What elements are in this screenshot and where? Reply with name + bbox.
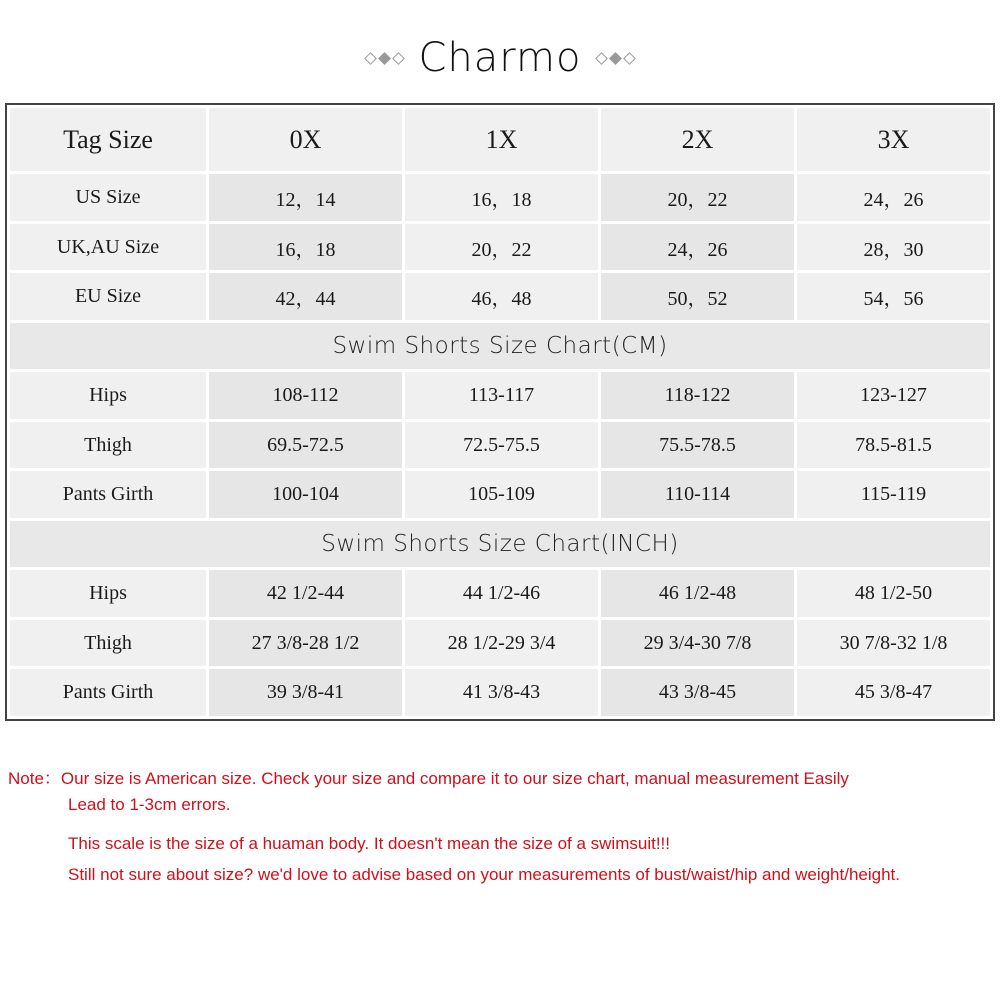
table-cell: 24，26: [601, 224, 794, 271]
note-line-4: Still not sure about size? we'd love to advise based on your measurements of bust/waist/hip and weight/height.: [68, 865, 901, 884]
section-header-row: [10, 323, 990, 370]
brand-logo: Charmo: [418, 35, 582, 81]
table-cell: 20，22: [405, 224, 598, 271]
table-cell: 46 1/2-48: [601, 570, 794, 617]
table-cell: 12，14: [209, 174, 402, 221]
table-cell: 69.5-72.5: [209, 422, 402, 469]
table-cell: 75.5-78.5: [601, 422, 794, 469]
table-cell: 45 3/8-47: [797, 669, 990, 716]
table-cell: 50，52: [601, 273, 794, 320]
table-row: [10, 669, 990, 716]
row-label: Thigh: [10, 620, 206, 667]
diamond-ornament-right-icon: [595, 54, 636, 63]
table-cell: 48 1/2-50: [797, 570, 990, 617]
section-title: Swim Shorts Size Chart(INCH): [10, 521, 990, 568]
table-cell: 118-122: [601, 372, 794, 419]
table-cell: 123-127: [797, 372, 990, 419]
header-size-0x: 0X: [209, 108, 402, 171]
header-row: [10, 108, 990, 171]
table-cell: 28 1/2-29 3/4: [405, 620, 598, 667]
section-header-row: [10, 521, 990, 568]
header-size-2x: 2X: [601, 108, 794, 171]
note-line-3: This scale is the size of a huaman body. It doesn't mean the size of a swimsuit!!!: [68, 834, 670, 853]
table-cell: 43 3/8-45: [601, 669, 794, 716]
note-line-1: Note：Our size is American size. Check your size and compare it to our size chart, manual measurement Easily: [8, 769, 849, 788]
table-cell: 28，30: [797, 224, 990, 271]
table-cell: 110-114: [601, 471, 794, 518]
diamond-ornament-left-icon: [364, 54, 405, 63]
size-table: [7, 105, 993, 719]
table-cell: 108-112: [209, 372, 402, 419]
table-row: [10, 372, 990, 419]
table-cell: 42，44: [209, 273, 402, 320]
table-cell: 24，26: [797, 174, 990, 221]
table-cell: 44 1/2-46: [405, 570, 598, 617]
row-label: Thigh: [10, 422, 206, 469]
table-cell: 54，56: [797, 273, 990, 320]
table-cell: 41 3/8-43: [405, 669, 598, 716]
header-tag-size: Tag Size: [10, 108, 206, 171]
table-cell: 29 3/4-30 7/8: [601, 620, 794, 667]
header-size-1x: 1X: [405, 108, 598, 171]
table-row: [10, 224, 990, 271]
row-label: Pants Girth: [10, 669, 206, 716]
row-label: Hips: [10, 372, 206, 419]
note-line-2: Lead to 1-3cm errors.: [68, 795, 231, 814]
table-cell: 46，48: [405, 273, 598, 320]
table-cell: 16，18: [209, 224, 402, 271]
table-cell: 27 3/8-28 1/2: [209, 620, 402, 667]
table-row: [10, 422, 990, 469]
row-label: Hips: [10, 570, 206, 617]
section-title: Swim Shorts Size Chart(CM): [10, 323, 990, 370]
table-cell: 72.5-75.5: [405, 422, 598, 469]
table-cell: 100-104: [209, 471, 402, 518]
table-cell: 78.5-81.5: [797, 422, 990, 469]
table-cell: 16，18: [405, 174, 598, 221]
table-cell: 20，22: [601, 174, 794, 221]
size-chart-table: [5, 103, 995, 721]
table-row: [10, 174, 990, 221]
table-cell: 42 1/2-44: [209, 570, 402, 617]
table-row: [10, 570, 990, 617]
row-label: Pants Girth: [10, 471, 206, 518]
table-row: [10, 273, 990, 320]
table-cell: 105-109: [405, 471, 598, 518]
table-cell: 30 7/8-32 1/8: [797, 620, 990, 667]
brand-header: [0, 28, 1000, 88]
table-row: [10, 471, 990, 518]
row-label: EU Size: [10, 273, 206, 320]
table-row: [10, 620, 990, 667]
table-cell: 113-117: [405, 372, 598, 419]
row-label: UK,AU Size: [10, 224, 206, 271]
row-label: US Size: [10, 174, 206, 221]
table-cell: 39 3/8-41: [209, 669, 402, 716]
header-size-3x: 3X: [797, 108, 990, 171]
table-cell: 115-119: [797, 471, 990, 518]
